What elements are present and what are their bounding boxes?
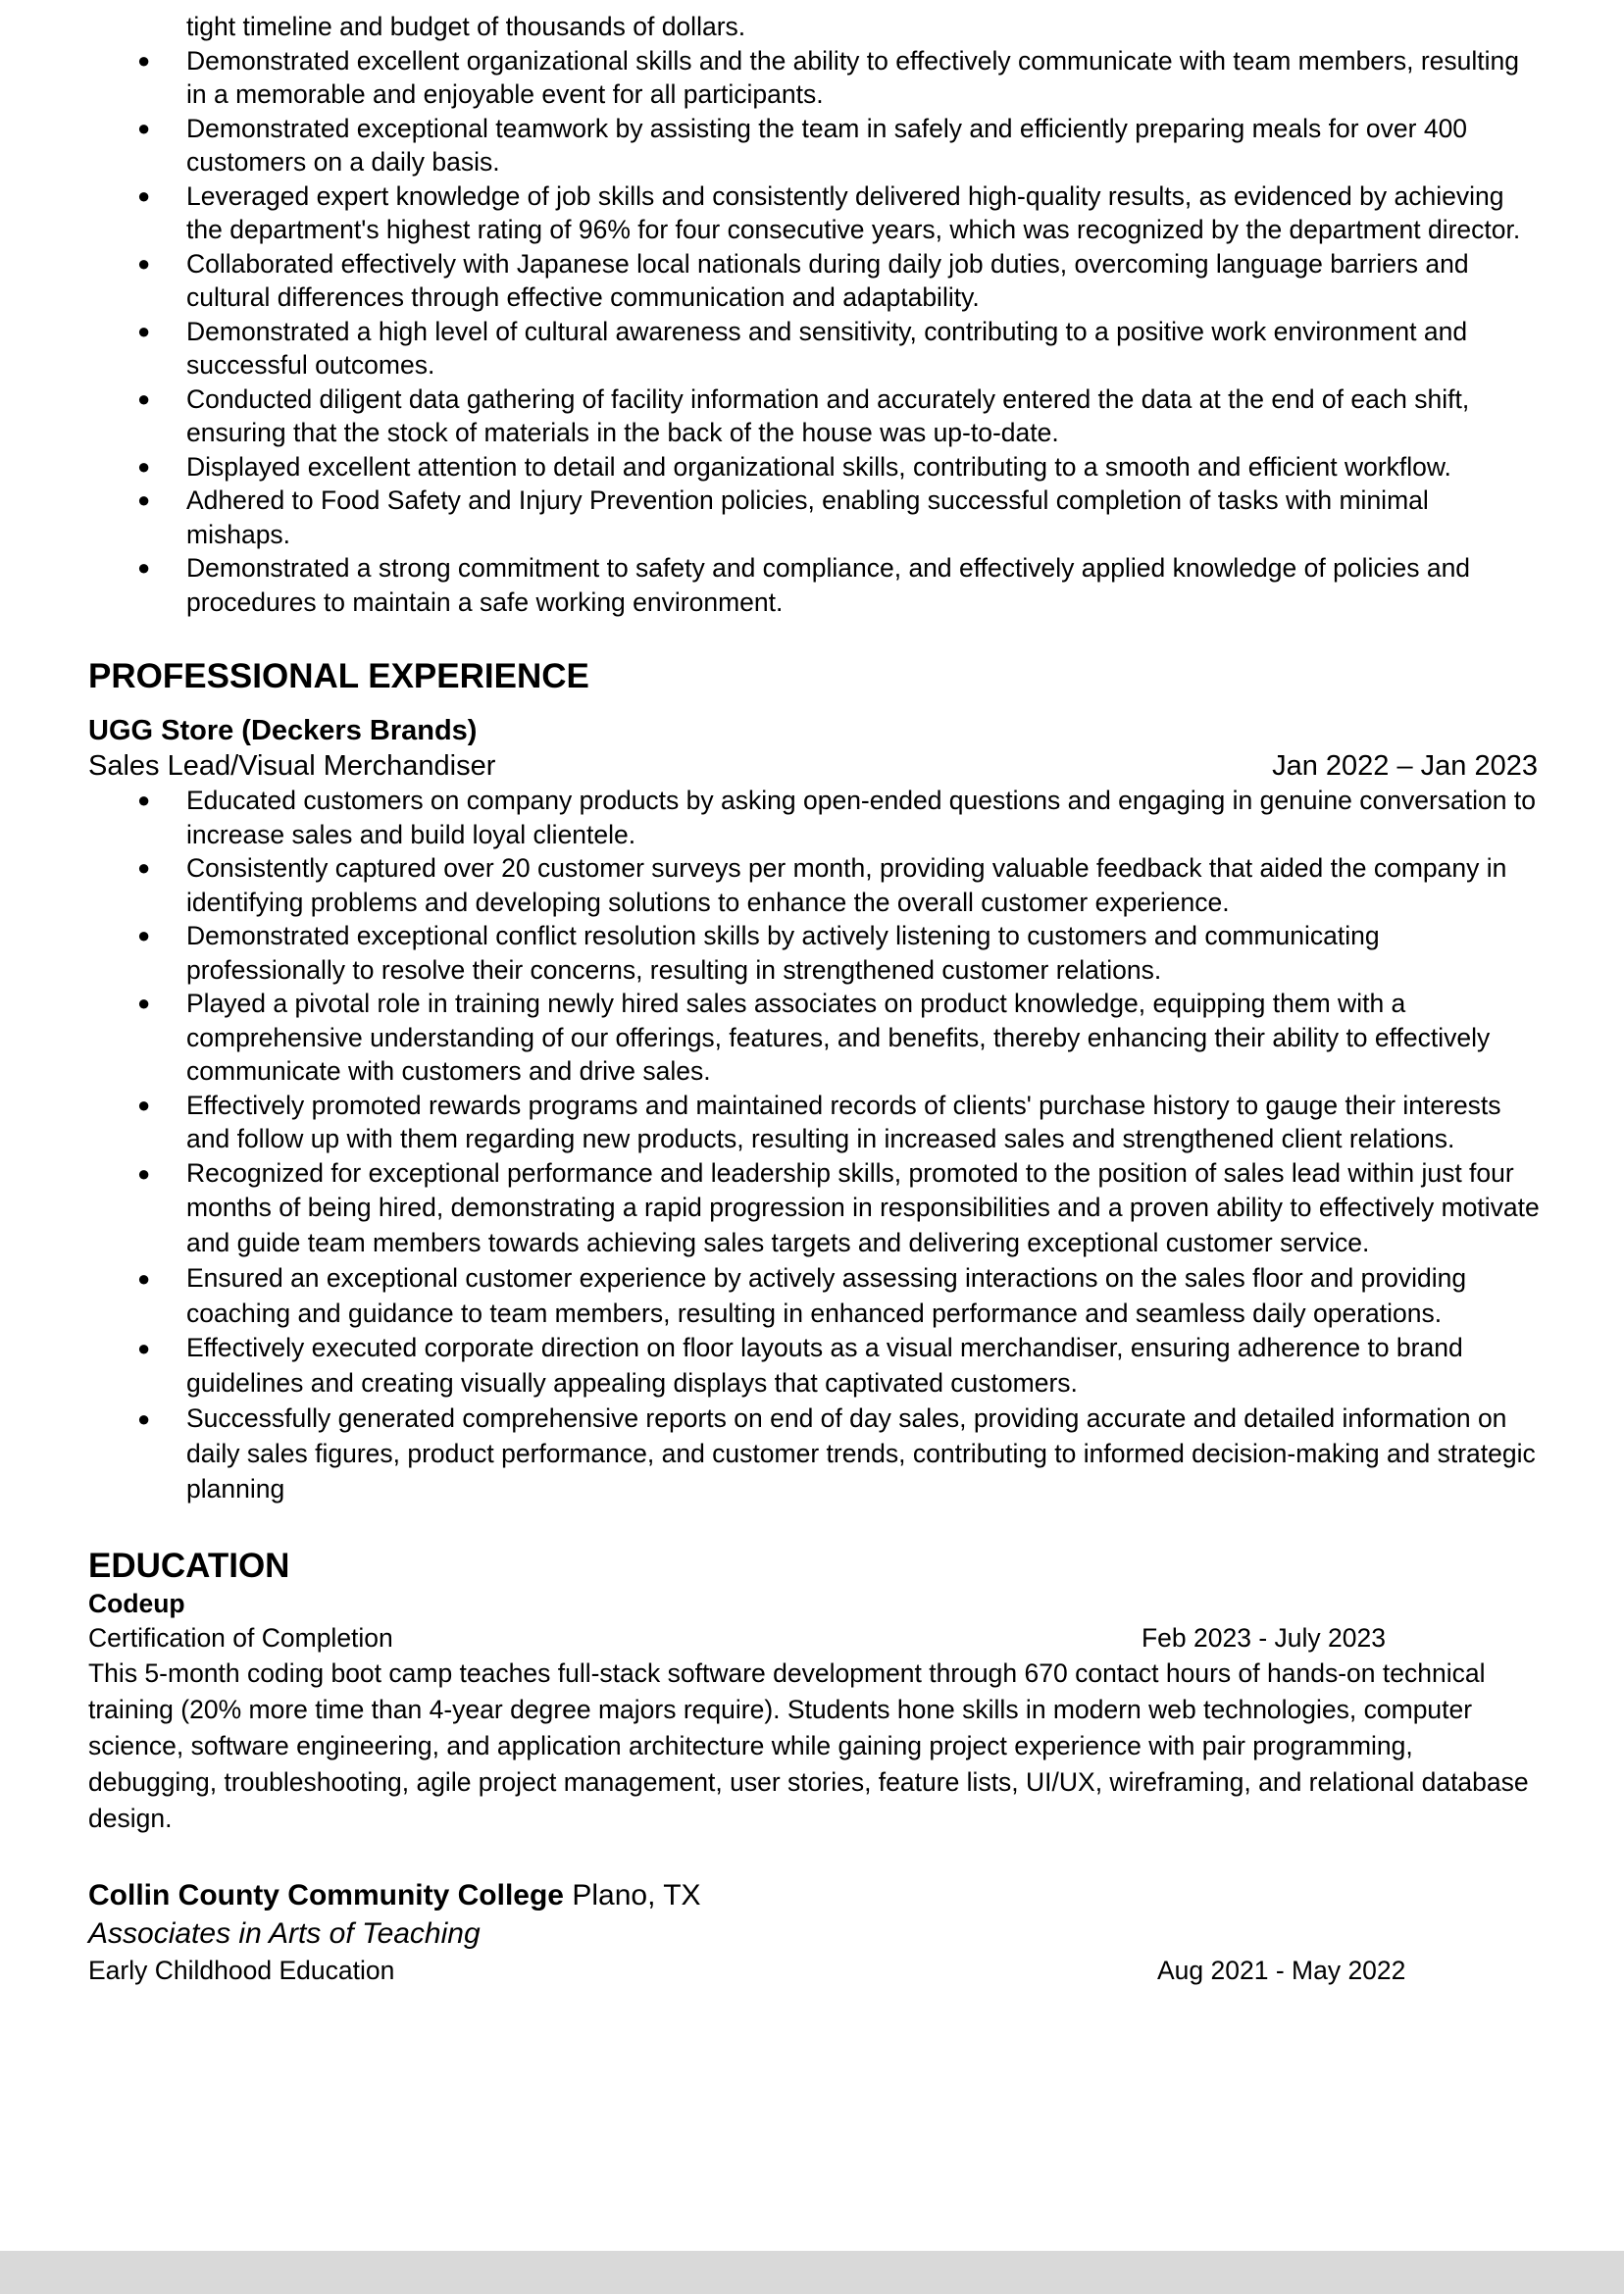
bullet-item: [88, 44, 1540, 112]
bullet-glyph: ●: [137, 250, 151, 276]
professional-bullets-continued: [88, 1156, 1540, 1507]
bullet-text: Educated customers on company products by asking open-ended questions and engaging in genuine conversation to increase sales and build loyal clientele.: [186, 786, 1536, 849]
job-title: Sales Lead/Visual Merchandiser: [88, 750, 496, 782]
bullet-glyph: ●: [137, 385, 151, 411]
bullet-text: Adhered to Food Safety and Injury Prevention policies, enabling successful completion of tasks with minimal mishaps.: [186, 485, 1429, 549]
bullet-text: Collaborated effectively with Japanese local nationals during daily job duties, overcoming language barriers and cultural differences through effective communication and adaptability.: [186, 248, 1469, 312]
codeup-dates: Feb 2023 - July 2023: [1142, 1623, 1386, 1654]
bullet-glyph: ●: [137, 1265, 151, 1291]
bullet-text: Demonstrated exceptional teamwork by assisting the team in safely and efficiently preparing meals for over 400 customers on a daily basis.: [186, 113, 1468, 177]
bullet-text: Displayed excellent attention to detail and organizational skills, contributing to a smooth and efficient workflow.: [186, 451, 1451, 482]
bullet-text: tight timeline and budget of thousands of dollars.: [186, 12, 746, 41]
college-line: [88, 1876, 1540, 1915]
bullet-item: [88, 919, 1540, 987]
bullet-text: Demonstrated excellent organizational skills and the ability to effectively communicate with team members, resulting in a memorable and enjoyable event for all participants.: [186, 45, 1520, 109]
codeup-credential-row: [88, 1620, 1540, 1656]
bullet-glyph: ●: [137, 991, 151, 1015]
bullet-item: [88, 484, 1540, 551]
bullet-glyph: ●: [137, 855, 151, 880]
previous-experience-bullets: [88, 10, 1540, 619]
school-name-codeup: Codeup: [88, 1589, 185, 1619]
bullet-text: Effectively executed corporate direction on floor layouts as a visual merchandiser, ensuring adherence to brand guidelines and creating visually appealing displays that captivated customers.: [186, 1333, 1463, 1399]
bullet-item: [88, 1402, 1540, 1506]
bullet-item: [88, 1331, 1540, 1402]
bullet-glyph: ●: [137, 788, 151, 812]
college-dates: Aug 2021 - May 2022: [1157, 1956, 1406, 1986]
degree-name: Associates in Arts of Teaching: [88, 1917, 481, 1951]
bullet-item: [88, 851, 1540, 919]
job-title-row: [88, 748, 1538, 784]
bullet-item: [88, 315, 1540, 382]
bullet-text: Demonstrated a strong commitment to safety and compliance, and effectively applied knowledge of policies and procedures to maintain a safe working environment.: [186, 553, 1471, 617]
bullet-text: Conducted diligent data gathering of facility information and accurately entered the data at the end of each shift, ensuring that the stock of materials in the back of the house was up-to-date.: [186, 383, 1470, 447]
codeup-description: This 5-month coding boot camp teaches full-stack software development through 670 contact hours of hands-on technical training (20% more time than 4-year degree majors require). Students hone skills in modern web technologies, computer science, software engineering, and application architecture while gaining project experience with pair programming, debugging, troubleshooting, agile project management, user stories, feature lists, UI/UX, wireframing, and relational database design.: [88, 1658, 1529, 1834]
professional-bullets: [88, 784, 1540, 1156]
bullet-text: Demonstrated a high level of cultural awareness and sensitivity, contributing to a positive work environment and successful outcomes.: [186, 316, 1468, 380]
bullet-glyph: ●: [137, 1336, 151, 1361]
bullet-item: [88, 10, 1540, 44]
professional-experience-heading: PROFESSIONAL EXPERIENCE: [88, 657, 589, 695]
bullet-text: Successfully generated comprehensive reports on end of day sales, providing accurate and detailed information on daily sales figures, product performance, and customer trends, contributing to informed decision-making and strategic planning: [186, 1403, 1536, 1504]
bullet-item: [88, 450, 1540, 484]
bullet-glyph: ●: [137, 1160, 151, 1186]
bullet-text: Demonstrated exceptional conflict resolution skills by actively listening to customers and communicating professionally to resolve their concerns, resulting in strengthened customer relations.: [186, 921, 1380, 985]
page-gap-band: [0, 2251, 1624, 2294]
education-heading: EDUCATION: [88, 1547, 290, 1586]
bullet-glyph: ●: [137, 487, 151, 512]
bullet-text: Ensured an exceptional customer experience by actively assessing interactions on the sales floor and providing coaching and guidance to team members, resulting in enhanced performance and seamless daily operations.: [186, 1262, 1467, 1328]
resume-content: [88, 10, 1540, 1988]
bullet-glyph: ●: [137, 923, 151, 947]
bullet-text: Leveraged expert knowledge of job skills and consistently delivered high-quality results, as evidenced by achieving the department's highest rating of 96% for four consecutive years, which was recognized by the department director.: [186, 180, 1521, 244]
job-dates: Jan 2022 – Jan 2023: [1272, 750, 1538, 782]
bullet-item: [88, 784, 1540, 851]
bullet-glyph: ●: [137, 115, 151, 140]
codeup-credential: Certification of Completion: [88, 1623, 393, 1654]
bullet-item: [88, 1261, 1540, 1332]
bullet-text: Played a pivotal role in training newly hired sales associates on product knowledge, equipping them with a comprehensive understanding of our offerings, features, and benefits, thereby enhancing their ability to effectively communicate with customers and drive sales.: [186, 989, 1491, 1086]
employer-name: UGG Store (Deckers Brands): [88, 715, 478, 746]
college-location: Plano, TX: [572, 1879, 701, 1912]
bullet-text: Consistently captured over 20 customer surveys per month, providing valuable feedback that aided the company in identifying problems and developing solutions to enhance the overall customer experience.: [186, 853, 1507, 917]
bullet-glyph: ●: [137, 182, 151, 208]
bullet-glyph: ●: [137, 1092, 151, 1117]
college-field: Early Childhood Education: [88, 1956, 395, 1986]
bullet-item: [88, 179, 1540, 247]
bullet-item: [88, 112, 1540, 179]
college-name: Collin County Community College: [88, 1879, 564, 1912]
bullet-text: Recognized for exceptional performance and leadership skills, promoted to the position of sales lead within just four months of being hired, demonstrating a rapid progression in responsibilities and a proven ability to effectively motivate and guide team members towards achieving sales targets and delivering exceptional customer service.: [186, 1157, 1540, 1258]
bullet-text: Effectively promoted rewards programs and maintained records of clients' purchase history to gauge their interests and follow up with them regarding new products, resulting in increased sales and strengthened client relations.: [186, 1090, 1501, 1153]
bullet-glyph: ●: [137, 318, 151, 343]
bullet-item: [88, 1089, 1540, 1156]
bullet-glyph: ●: [137, 1406, 151, 1432]
bullet-item: [88, 1156, 1540, 1261]
bullet-glyph: ●: [137, 453, 151, 479]
bullet-item: [88, 382, 1540, 450]
bullet-item: [88, 247, 1540, 315]
bullet-glyph: ●: [137, 47, 151, 73]
bullet-item: [88, 987, 1540, 1089]
bullet-glyph: ●: [137, 555, 151, 580]
bullet-item: [88, 551, 1540, 619]
college-field-row: [88, 1953, 1540, 1988]
